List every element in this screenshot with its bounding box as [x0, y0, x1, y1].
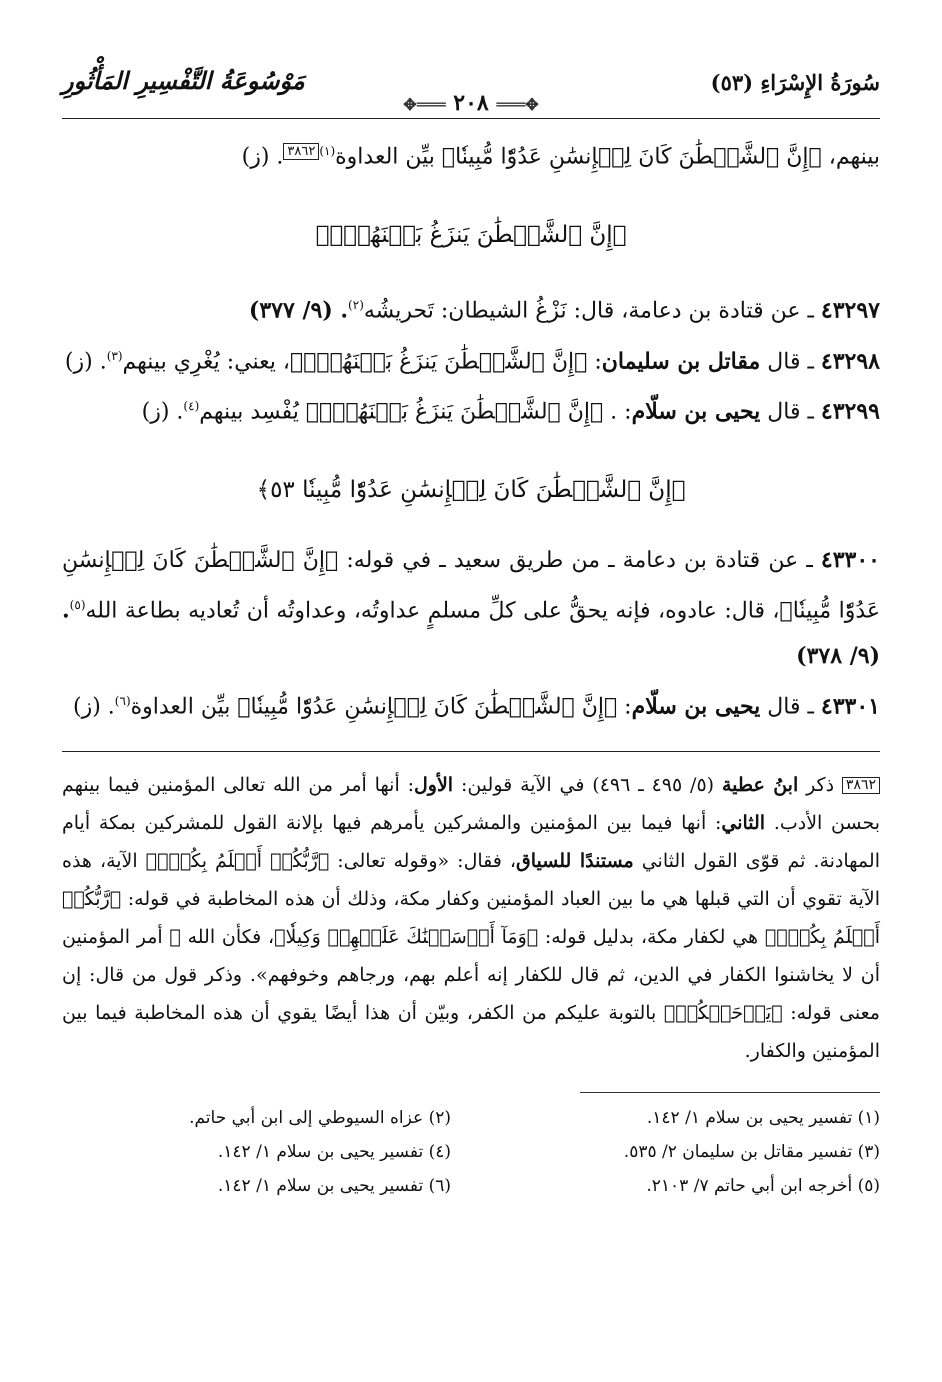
commentary-block: ٣٨٦٢ ذكر ابنُ عطية (٥/ ٤٩٥ ـ ٤٩٦) في الآية قولين: الأول: أنها أمر من الله تعالى المؤمنين فيما بينهم بحسن الأدب. الثاني: أنها فيما بين المؤمنين والمشركين يأمرهم فيها بإلانة القول للمشركين بمكة أيام المهادنة. ثم قوّى القول الثاني مستندًا للسياق، فقال: «وقوله تعالى: ﴿رَّبُّكُمۡ أَعۡلَمُ بِكُمۡۖ﴾ الآية، هذه الآية تقوي أن التي قبلها هي ما بين العباد المؤمنين وكفار مكة، وذلك أن هذه المخاطبة في قوله: ﴿رَّبُّكُمۡ أَعۡلَمُ بِكُمۡۖ﴾ هي لكفار مكة، بدليل قوله: ﴿وَمَآ أَرۡسَلۡنَٰكَ عَلَيۡهِمۡ وَكِيلٗا﴾، فكأن الله ﷻ أمر المؤمنين أن لا يخاشنوا الكفار في الدين، ثم قال للكفار إنه أعلم بهم، ورجاهم وخوفهم». وذكر قول من قال: إن معنى قوله: ﴿يَرۡحَمۡكُمۡ﴾ بالتوبة عليكم من الكفر، وبيّن أن هذا أيضًا يقوي أن هذه المخاطبة فيما بين المؤمنين والكفار. — [62, 773, 880, 1062]
commentary-ref-box: ٣٨٦٢ — [842, 777, 880, 794]
intro-paragraph: بينهم، ﴿إِنَّ ٱلشَّيۡطَٰنَ كَانَ لِلۡإِنسَٰنِ عَدُوّٗا مُّبِينٗا﴾ بيِّن العداوة$^{(١)}$٣٨٦٢. (ز) — [241, 144, 880, 170]
source-ref: . (٩/ ٣٧٨) — [62, 597, 880, 669]
footnote-2: (٢) عزاه السيوطي إلى ابن أبي حاتم. — [189, 1107, 451, 1128]
ayah-heading: ﴿إِنَّ ٱلشَّيۡطَٰنَ يَنزَغُ بَيۡنَهُمۡۚ﴾ — [315, 222, 627, 249]
page — [62, 60, 880, 1340]
ornament-icon: ═══✥ — [403, 95, 446, 114]
footnote-3: (٣) تفسير مقاتل بن سليمان ٢/ ٥٣٥. — [623, 1141, 880, 1162]
quran-quote: ﴿إِنَّ ٱلشَّيۡطَٰنَ كَانَ لِلۡإِنسَٰنِ عَدُوّٗا مُّبِينٗا﴾ — [441, 144, 822, 170]
scholar-name: ابنُ عطية — [721, 773, 799, 796]
narration-number: ٤٣٣٠١ — [820, 692, 880, 719]
narrator-name: يحيى بن سلّام — [631, 398, 761, 425]
footnote-ref: (٦) — [114, 693, 131, 708]
footnote-4: (٤) تفسير يحيى بن سلام ١/ ١٤٢. — [217, 1141, 451, 1162]
footnote-ref: (٢) — [348, 298, 364, 313]
footnote-ref: (٣) — [106, 348, 123, 363]
footnote-ref: (٥) — [69, 598, 86, 613]
narrator-name: مقاتل بن سليمان — [601, 347, 761, 374]
quran-quote: ﴿يَرۡحَمۡكُمۡ﴾ — [663, 1001, 783, 1024]
ayah-heading: ﴿إِنَّ ٱلشَّيۡطَٰنَ كَانَ لِلۡإِنسَٰنِ عَدُوّٗا مُّبِينٗا ٥٣﴾ — [256, 477, 686, 504]
footnote-6: (٦) تفسير يحيى بن سلام ١/ ١٤٢. — [217, 1175, 451, 1196]
narration-43297: ٤٣٢٩٧ ـ عن قتادة بن دعامة، قال: نَزْغُ الشيطان: تَحريشُه$^{(٢)}$. (٩/ ٣٧٧) — [248, 297, 880, 324]
quran-quote: ﴿رَّبُّكُمۡ أَعۡلَمُ بِكُمۡۖ﴾ — [62, 887, 880, 948]
ornament-icon: ✥═══ — [496, 95, 539, 114]
narration-number: ٤٣٢٩٧ — [820, 297, 880, 324]
narration-43299: ٤٣٢٩٩ ـ قال يحيى بن سلّام: . ﴿إِنَّ ٱلشَّيۡطَٰنَ يَنزَغُ بَيۡنَهُمۡۚ﴾ يُفْسِد بينهم$^{(٤)}$. (ز) — [141, 398, 880, 425]
narration-number: ٤٣٢٩٨ — [820, 347, 880, 374]
narration-43298: ٤٣٢٩٨ ـ قال مقاتل بن سليمان: ﴿إِنَّ ٱلشَّيۡطَٰنَ يَنزَغُ بَيۡنَهُمۡۚ﴾، يعني: يُغْرِي بينهم$^{(٣)}$. (ز) — [64, 347, 880, 374]
first-opinion-label: الأول — [413, 773, 454, 796]
source-ref: . (٩/ ٣٧٧) — [248, 297, 349, 324]
quran-quote: ﴿إِنَّ ٱلشَّيۡطَٰنَ كَانَ لِلۡإِنسَٰنِ عَدُوّٗا مُّبِينٗا﴾ — [237, 693, 618, 719]
quran-quote: ﴿إِنَّ ٱلشَّيۡطَٰنَ كَانَ لِلۡإِنسَٰنِ عَدُوّٗا مُّبِينٗا﴾ — [62, 548, 881, 624]
narrator-name: يحيى بن سلّام — [631, 692, 761, 719]
footnote-ref: (٤) — [183, 398, 200, 413]
footnotes — [62, 1103, 880, 1201]
quran-quote: ﴿وَمَآ أَرۡسَلۡنَٰكَ عَلَيۡهِمۡ وَكِيلٗا﴾ — [274, 925, 539, 948]
book-title: مَوْسُوعَةُ التَّفْسِيرِ المَأْثُورِ — [62, 66, 305, 95]
commentary-ref-box: ٣٨٦٢ — [283, 143, 319, 160]
narration-43301: ٤٣٣٠١ ـ قال يحيى بن سلّام: ﴿إِنَّ ٱلشَّيۡطَٰنَ كَانَ لِلۡإِنسَٰنِ عَدُوّٗا مُّبِينٗا﴾ بيِّن العداوة$^{(٦)}$. (ز) — [73, 692, 880, 719]
context-label: مستندًا للسياق — [515, 849, 634, 872]
footnote-5: (٥) أخرجه ابن أبي حاتم ٧/ ٢١٠٣. — [646, 1175, 880, 1196]
surah-title: سُورَةُ الإِسْرَاءِ (٥٣) — [710, 70, 880, 95]
footnote-1: (١) تفسير يحيى بن سلام ١/ ١٤٢. — [646, 1107, 880, 1128]
page-number-value: ٢٠٨ — [453, 90, 489, 116]
quran-quote: ﴿إِنَّ ٱلشَّيۡطَٰنَ يَنزَغُ بَيۡنَهُمۡۚ﴾ — [305, 399, 604, 425]
page-header — [62, 60, 880, 119]
page-number — [62, 90, 880, 116]
footnote-divider — [580, 1092, 880, 1093]
narration-43300: ٤٣٣٠٠ ـ عن قتادة بن دعامة ـ من طريق سعيد ـ في قوله: ﴿إِنَّ ٱلشَّيۡطَٰنَ كَانَ لِلۡإِنسَٰنِ عَدُوّٗا مُّبِينٗا﴾، قال: عادوه، فإنه يحقُّ على كلِّ مسلمٍ عداوتُه، وعداوتُه أن تُعاديه بطاعة الله$^{(٥)}$. (٩/ ٣٧٨) — [62, 547, 881, 669]
narration-number: ٤٣٢٩٩ — [820, 398, 880, 425]
section-divider — [62, 751, 880, 752]
main-text — [62, 129, 880, 729]
narration-number: ٤٣٣٠٠ — [820, 547, 880, 574]
footnote-ref: (١) — [319, 144, 336, 158]
quran-quote: ﴿إِنَّ ٱلشَّيۡطَٰنَ يَنزَغُ بَيۡنَهُمۡۚ﴾ — [290, 348, 588, 374]
second-opinion-label: الثاني — [721, 811, 766, 834]
quran-quote: ﴿رَّبُّكُمۡ أَعۡلَمُ بِكُمۡۖ﴾ — [145, 849, 330, 872]
